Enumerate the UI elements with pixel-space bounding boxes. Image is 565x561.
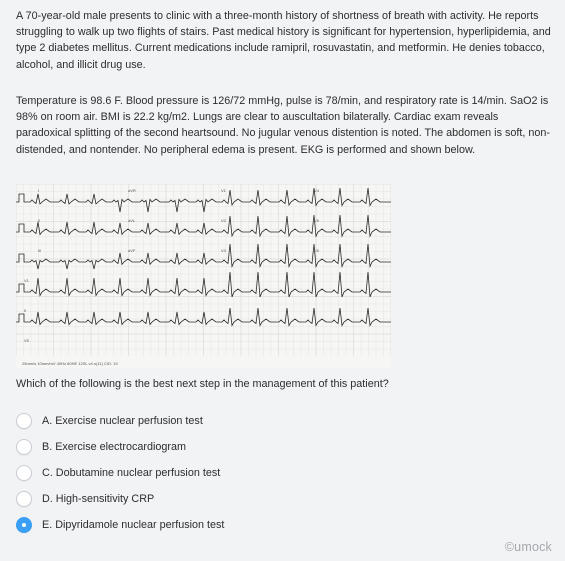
option-d[interactable] (16, 489, 154, 509)
ekg-lead-label: V3 (221, 248, 226, 253)
option-e[interactable] (16, 515, 224, 535)
ekg-lead-label: aVF (128, 248, 136, 253)
option-a[interactable] (16, 411, 203, 431)
ekg-lead-label: V6 (314, 248, 319, 253)
stem-paragraph-1: A 70-year-old male presents to clinic with a three-month history of shortness of breath with activity. He reports struggling to walk up two flights of stairs. Past medical history is significant for hypertension, hyperlipidemia, and type 2 diabetes mellitus. Current medications include ramipril, rosuvastatin, and metformin. He denies tobacco, alcohol, and illicit drug use. (16, 10, 551, 71)
option-label-b: B. Exercise electrocardiogram (42, 441, 187, 453)
ekg-lead-label: aVR (128, 188, 136, 193)
option-label-a: A. Exercise nuclear perfusion test (42, 415, 203, 427)
ekg-lead-label: I (38, 188, 40, 193)
radio-e-selected[interactable] (16, 517, 32, 533)
option-label-e: E. Dipyridamole nuclear perfusion test (42, 519, 225, 531)
ekg-lead-label: aVL (128, 218, 136, 223)
stem-paragraph-2: Temperature is 98.6 F. Blood pressure is 126/72 mmHg, pulse is 78/min, and respiratory rate is 14/min. SaO2 is 98% on room air. BMI is 22.2 kg/m2. Lungs are clear to auscultation bilaterally. Cardiac exam reveals paradoxical splitting of the second heartsound. No jugular venous distention is noted. The abdomen is soft, non-distended, and nontender. No peripheral edema is present. EKG is performed and shown below. (16, 95, 550, 156)
ekg-image (16, 184, 391, 368)
option-label-d: D. High-sensitivity CRP (42, 493, 155, 505)
option-label-c: C. Dobutamine nuclear perfusion test (42, 467, 221, 479)
ekg-lead-label: V2 (221, 218, 226, 223)
ekg-lead-label: II (24, 308, 27, 313)
ekg-tracing (16, 184, 391, 368)
radio-b[interactable] (16, 439, 32, 455)
option-c[interactable] (16, 463, 220, 483)
ekg-lead-label: II (38, 218, 41, 223)
umock-brand: ©umock (504, 540, 552, 554)
question-prompt: Which of the following is the best next step in the management of this patient? (16, 378, 389, 390)
ekg-lead-label: V5 (24, 338, 29, 343)
ekg-lead-label: V4 (314, 188, 319, 193)
radio-c[interactable] (16, 465, 32, 481)
radio-a[interactable] (16, 413, 32, 429)
option-b[interactable] (16, 437, 186, 457)
ekg-footer-text: 25mm/s 10mm/mV 40Hz 60HE 12SL v4.n(11) CID: 19 (22, 361, 118, 366)
radio-d[interactable] (16, 491, 32, 507)
ekg-lead-label: V5 (314, 218, 319, 223)
ekg-lead-label: V1 (24, 278, 29, 283)
ekg-lead-label: III (38, 248, 42, 253)
ekg-lead-label: V1 (221, 188, 226, 193)
